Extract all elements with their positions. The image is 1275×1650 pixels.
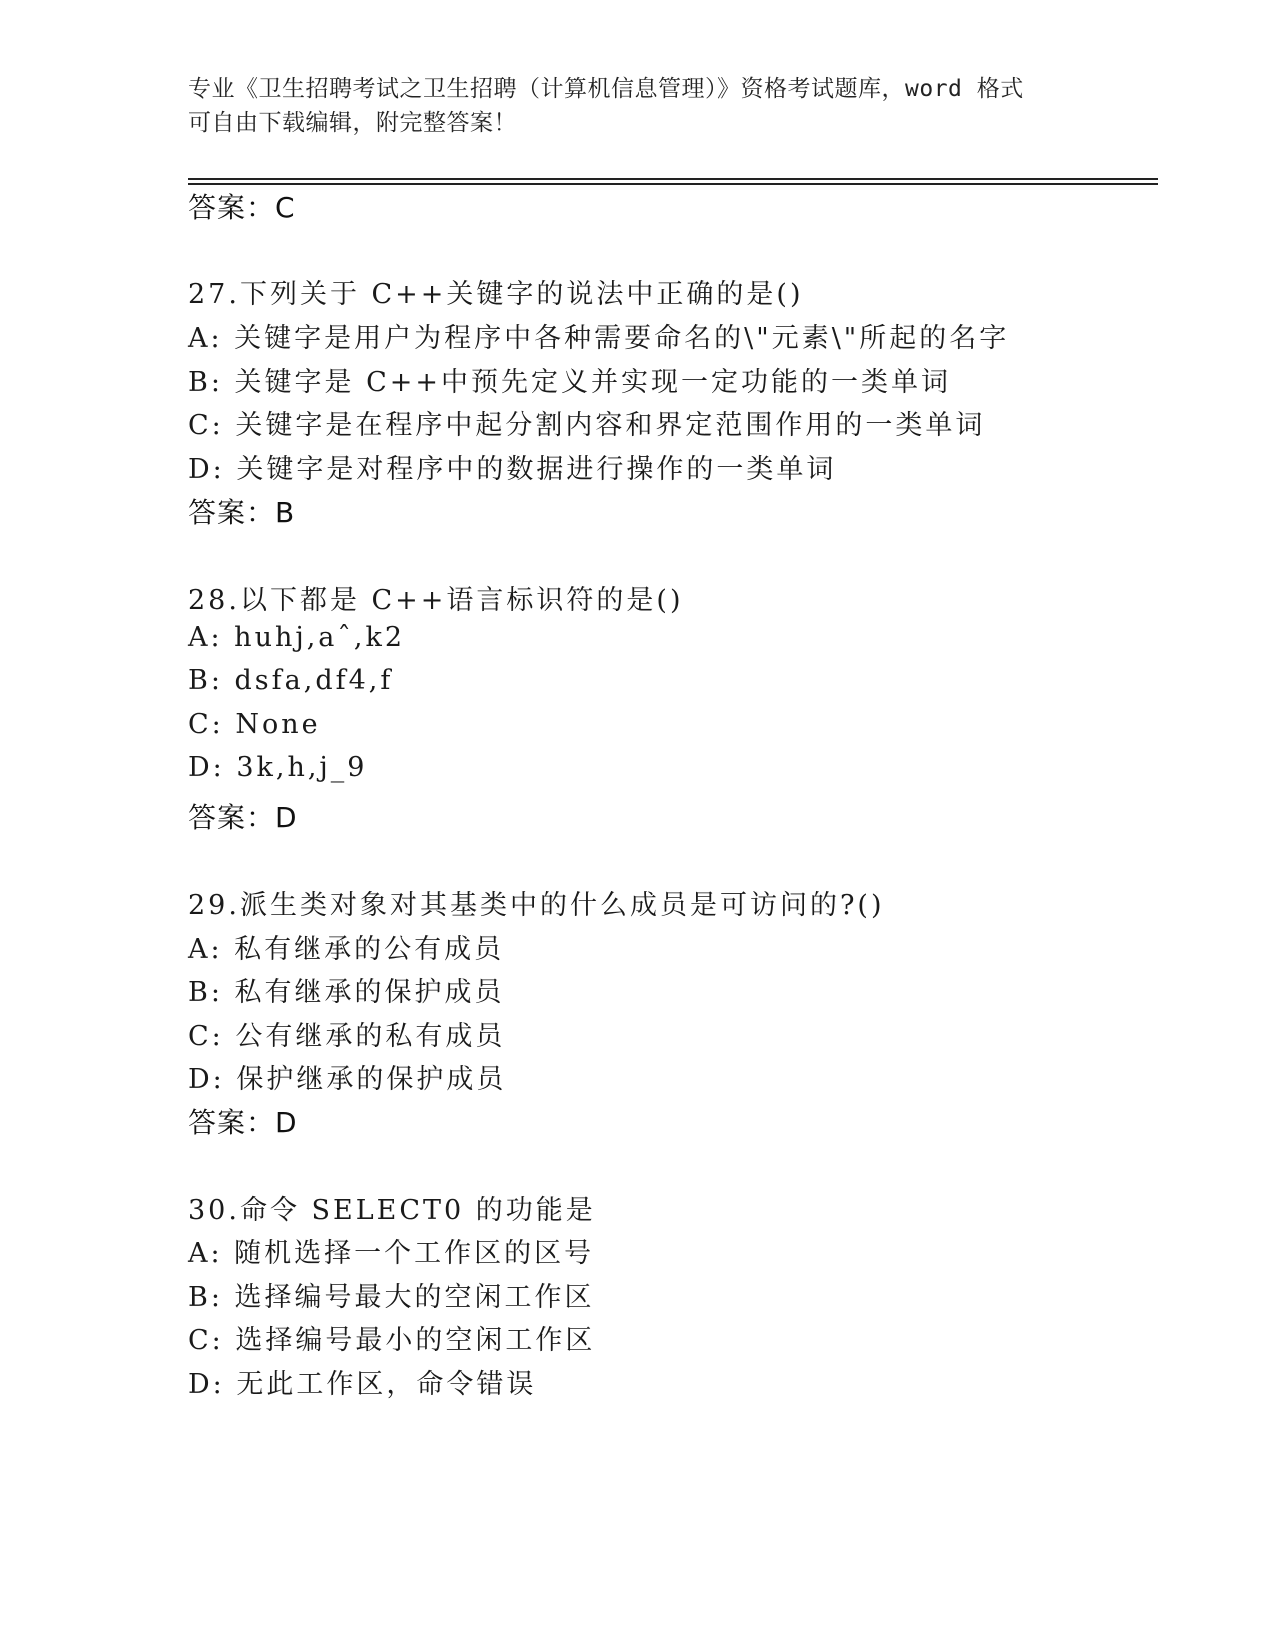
header-divider-top [188, 178, 1158, 180]
question-30-option-d: D: 无此工作区，命令错误 [188, 1369, 537, 1400]
question-28: 28.以下都是 C++语言标识符的是() [188, 585, 684, 616]
question-28-option-d: D: 3k,h,j_9 [188, 752, 368, 783]
question-30: 30.命令 SELECT0 的功能是 [188, 1195, 596, 1226]
question-28-option-a: A: huhj,aˆ,k2 [188, 622, 406, 653]
header-divider-bottom [188, 183, 1158, 185]
question-30-option-c: C: 选择编号最小的空闲工作区 [188, 1325, 596, 1356]
previous-answer: 答案：C [188, 191, 296, 224]
question-27: 27.下列关于 C++关键字的说法中正确的是() [188, 279, 804, 310]
question-28-option-b: B: dsfa,df4,f [188, 665, 394, 696]
question-27-option-a: A: 关键字是用户为程序中各种需要命名的\"元素\"所起的名字 [188, 323, 1010, 354]
question-27-option-b: B: 关键字是 C++中预先定义并实现一定功能的一类单词 [188, 367, 952, 398]
header-title-line2: 可自由下载编辑，附完整答案！ [188, 110, 517, 136]
question-28-answer: 答案：D [188, 801, 298, 834]
question-29-option-d: D: 保护继承的保护成员 [188, 1064, 507, 1095]
question-29: 29.派生类对象对其基类中的什么成员是可访问的?() [188, 890, 885, 921]
document-header [188, 72, 1088, 140]
question-30-option-b: B: 选择编号最大的空闲工作区 [188, 1282, 595, 1313]
question-27-option-d: D: 关键字是对程序中的数据进行操作的一类单词 [188, 454, 837, 485]
question-29-option-b: B: 私有继承的保护成员 [188, 977, 505, 1008]
question-27-answer: 答案：B [188, 496, 296, 529]
question-28-option-c: C: None [188, 709, 321, 740]
question-29-option-a: A: 私有继承的公有成员 [188, 934, 505, 965]
question-29-answer: 答案：D [188, 1106, 298, 1139]
question-29-option-c: C: 公有继承的私有成员 [188, 1021, 506, 1052]
question-30-option-a: A: 随机选择一个工作区的区号 [188, 1238, 595, 1269]
question-27-option-c: C: 关键字是在程序中起分割内容和界定范围作用的一类单词 [188, 410, 986, 441]
header-title-line1: 专业《卫生招聘考试之卫生招聘（计算机信息管理）》资格考试题库，word 格式 [188, 76, 1024, 102]
